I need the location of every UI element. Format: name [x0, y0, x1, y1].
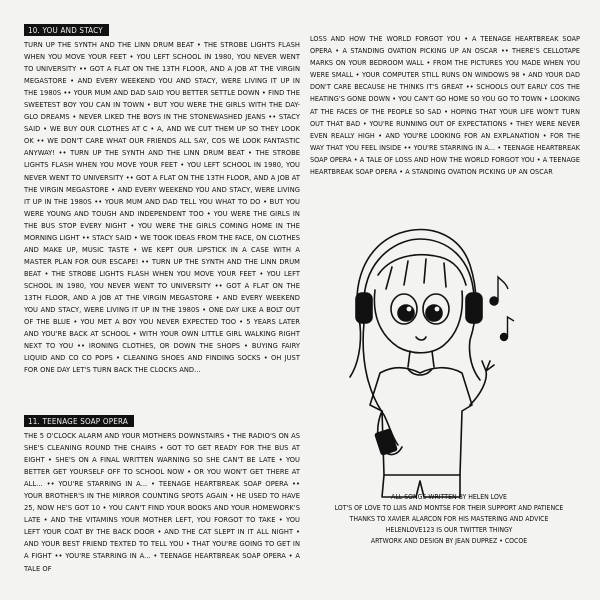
- credit-line: LOT'S OF LOVE TO LUIS AND MONTSE FOR THEIR SUPPORT AND PATIENCE: [334, 504, 564, 512]
- girl-with-headphones-illustration: [320, 205, 520, 505]
- credit-line: HELENLOVE123 IS OUR TWITTER THINGY: [385, 526, 513, 534]
- credit-line: ALL SONGS WRITTEN BY HELEN LOVE: [391, 493, 507, 501]
- song-lyrics: THE 5 O'CLOCK ALARM AND YOUR MOTHERS DOWNSTAIRS • THE RADIO'S ON AS SHE'S CLEANING ROUND THE CHAIRS • GOT TO GET READY FOR THE BUS AT EIGHT • SHE'S ON A FINAL WRITTEN WARNING SO SHE CAN'T BE LATE • YOU BETTER GET YOURSELF OFF TO SCHOOL NOW • OR YOU WON'T GET THERE AT ALL... •• YOU'RE STARRING IN A... • TEENAGE HEARTBREAK SOAP OPERA •• YOUR BROTHER'S IN THE MIRROR COUNTING SPOTS AGAIN • HE USED TO HAVE 25, NOW HE'S GOT 10 • YOU CAN'T FIND YOUR BOOKS AND YOUR HOMEWORK'S LATE • AND THE VITAMINS YOUR MOTHER LEFT, YOU FORGOT TO TAKE • YOU LEFT YOUR COAT BY THE BACK DOOR • AND THE CAT SLEPT IN IT ALL NIGHT • AND YOUR BEST FRIEND TEXTED TO TELL YOU • THAT YOU'RE GOING TO GET IN A FIGHT •• YOU'RE STARRING IN A... • TEENAGE HEARTBREAK SOAP OPERA • A TALE OF: [24, 431, 300, 573]
- song-lyrics: TURN UP THE SYNTH AND THE LINN DRUM BEAT • THE STROBE LIGHTS FLASH WHEN YOU MOVE YOUR FEET • YOU LEFT SCHOOL IN 1980, YOU NEVER WENT TO UNIVERSITY •• GOT A FLAT ON THE 13TH FLOOR, AND A JOB AT THE VIRGIN MEGASTORE • AND EVERY WEEKEND YOU AND STACY, WERE LIVING IT UP IN THE 1980S •• YOUR MUM AND DAD SAID YOU BETTER SETTLE DOWN • FIND THE SWEETEST BOY YOU CAN IN TOWN • BUT YOU WERE THE GIRLS WITH THE DAY-GLO DREAMS • NEVER LIKED THE BOYS IN THE STONEWASHED JEANS •• STACY SAID • WE BUY OUR CLOTHES AT C • A, AND WE CUT THEM UP SO THEY LOOK OK •• WE DON'T CARE WHAT OUR FRIENDS ALL SAY, COS WE LOOK FANTASTIC ANYWAY! •• TURN UP THE SYNTH AND THE LINN DRUM BEAT • THE STROBE LIGHTS FLASH WHEN YOU MOVE YOUR FEET • YOU LEFT SCHOOL IN 1980, YOU NEVER WENT TO UNIVERSITY •• GOT A FLAT ON THE 13TH FLOOR, AND A JOB AT THE VIRGIN MEGASTORE • AND EVERY WEEKEND YOU AND STACY, WERE LIVING IT UP IN THE 1980S •• YOUR MUM AND DAD TELL YOU WHAT TO DO • BUT YOU WERE YOUNG AND TOUGH AND INDEPENDENT TOO • YOU WERE THE GIRLS IN THE BUS STOP EVERY NIGHT • YOU WERE THE GIRLS COMING HOME IN THE MORNING LIGHT •• STACY SAID • WE TOOK IDEAS FROM THE FACE, ON CLOTHES AND MAKE UP, MUSIC TASTE • WE KEPT OUR LIPSTICK IN A CASE WITH A MASTER PLAN FOR OUR ESCAPE! •• TURN UP THE SYNTH AND THE LINN DRUM BEAT • THE STROBE LIGHTS FLASH WHEN YOU MOVE YOUR FEET • YOU LEFT SCHOOL IN 1980, YOU NEVER WENT TO UNIVERSITY •• GOT A FLAT ON THE 13TH FLOOR, AND A JOB AT THE VIRGIN MEGASTORE • AND EVERY WEEKEND YOU AND STACY, WERE LIVING IT UP IN THE 1980S • ONE DAY LIKE A BOLT OUT OF THE BLUE • YOU MET A BOY YOU NEVER EXPECTED TOO • 5 YEARS LATER AND YOU'RE BACK AT SCHOOL • WITH YOUR OWN LITTLE GIRL WALKING RIGHT NEXT TO YOU •• IRONING CLOTHES, OR DOWN THE SHOPS • BUYING FAIRY LIQUID AND CO CO POPS • CLEANING SHOES AND FINDING SOCKS • OH JUST FOR ONE DAY LET'S TURN BACK THE CLOCKS AND...: [24, 40, 300, 375]
- song-heading: 11. TEENAGE SOAP OPERA: [24, 415, 134, 427]
- credits-block: [318, 492, 580, 547]
- credit-line: ARTWORK AND DESIGN BY JEAN DUPREZ • COCOE: [370, 537, 528, 545]
- credit-line: THANKS TO XAVIER ALARCON FOR HIS MASTERING AND ADVICE: [349, 515, 549, 523]
- section-you-and-stacy: [24, 18, 300, 376]
- song-lyrics-continued: LOSS AND HOW THE WORLD FORGOT YOU • A TEENAGE HEARTBREAK SOAP OPERA • A STANDING OVATION PICKING UP AN OSCAR •• THERE'S CELLOTAPE MARKS ON YOUR BEDROOM WALL • FROM THE PICTURES YOU MADE WHEN YOU WERE SMALL • YOUR COMPUTER STILL RUNS ON WINDOWS 98 • AND YOUR DAD DON'T CARE BECAUSE HE THINKS IT'S GREAT •• SCHOOLS OUT EARLY COS THE HEATING'S GONE DOWN • YOU CAN'T GO HOME SO YOU GO TO TOWN • LOOKING AT THE FACES OF THE PEOPLE SO SAD • HOPING THAT YOUR LIFE WON'T TURN OUT THAT BAD • YOU'RE RUNNING OUT OF EXPECTATIONS • THEY WERE NEVER EVEN REALLY HIGH • AND YOU'RE LOOKING FOR AN EXPLANATION • FOR THE WAY THAT YOU FEEL INSIDE •• YOU'RE STARRING IN A... • TEENAGE HEARTBREAK SOAP OPERA • A TALE OF LOSS AND HOW THE WORLD FORGOT YOU • A TEENAGE HEARTBREAK SOAP OPERA • A STANDING OVATION PICKING UP AN OSCAR: [310, 34, 580, 177]
- lyrics-continued: [310, 33, 580, 178]
- song-heading: 10. YOU AND STACY: [24, 24, 109, 36]
- section-teenage-soap-opera: [24, 409, 300, 575]
